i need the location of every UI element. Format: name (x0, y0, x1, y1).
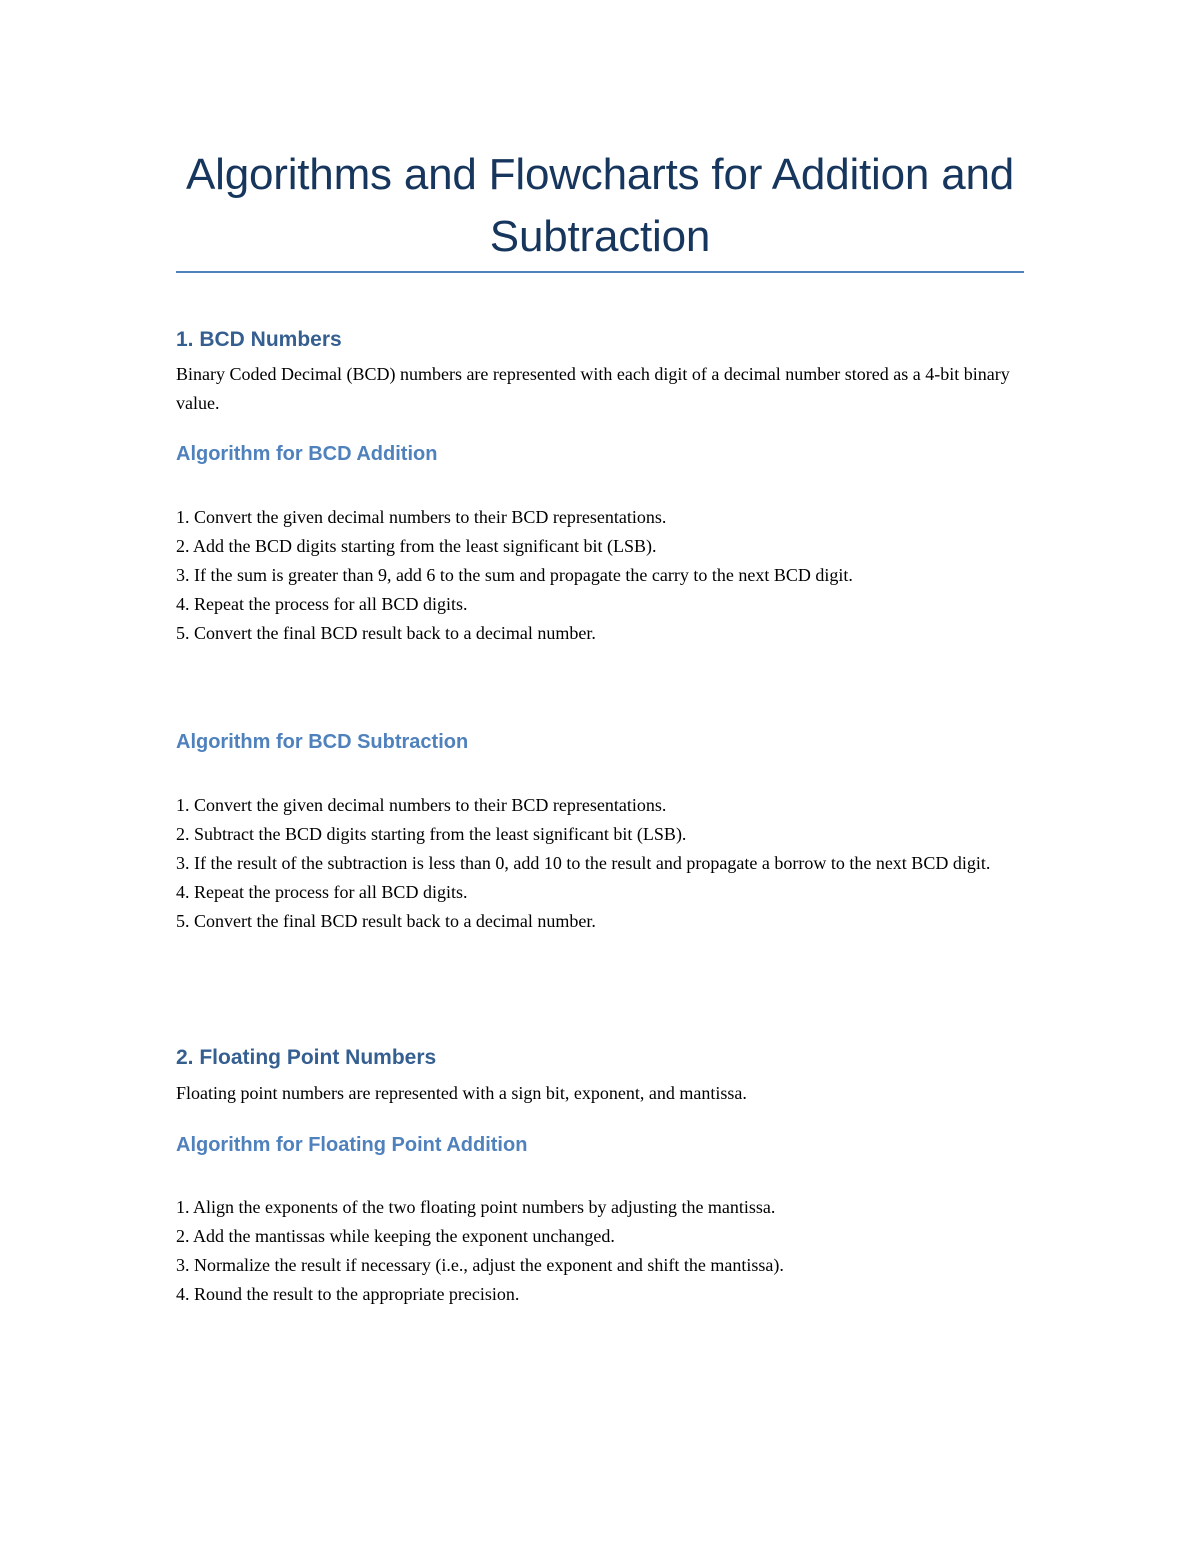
subsection-heading-floating-point-addition: Algorithm for Floating Point Addition (176, 1134, 528, 1156)
steps-list-floating-point-addition (176, 1193, 1024, 1309)
section-intro-floating-point: Floating point numbers are represented with a sign bit, exponent, and mantissa. (176, 1083, 747, 1103)
section-heading-floating-point: 2. Floating Point Numbers (176, 1046, 437, 1069)
list-item: 1. Convert the given decimal numbers to their BCD representations. (176, 795, 667, 815)
list-item: 4. Repeat the process for all BCD digits. (176, 594, 468, 614)
subsection-heading-bcd-subtraction: Algorithm for BCD Subtraction (176, 731, 469, 753)
list-item: 4. Repeat the process for all BCD digits. (176, 882, 468, 902)
steps-list-bcd-subtraction (176, 791, 1024, 936)
list-item: 5. Convert the final BCD result back to a decimal number. (176, 911, 596, 931)
list-item: 3. If the sum is greater than 9, add 6 to the sum and propagate the carry to the next BCD digit. (176, 565, 853, 585)
section-intro-bcd-numbers: Binary Coded Decimal (BCD) numbers are represented with each digit of a decimal number stored as a 4-bit binary value. (176, 364, 1010, 413)
document-title: Algorithms and Flowcharts for Addition and Subtraction (185, 150, 1015, 261)
list-item: 5. Convert the final BCD result back to a decimal number. (176, 623, 596, 643)
list-item: 1. Convert the given decimal numbers to their BCD representations. (176, 507, 667, 527)
section-heading-bcd-numbers: 1. BCD Numbers (176, 328, 342, 351)
list-item: 2. Add the BCD digits starting from the least significant bit (LSB). (176, 536, 657, 556)
list-item: 2. Subtract the BCD digits starting from the least significant bit (LSB). (176, 824, 687, 844)
list-item: 4. Round the result to the appropriate precision. (176, 1284, 520, 1304)
list-item: 2. Add the mantissas while keeping the exponent unchanged. (176, 1226, 615, 1246)
list-item: 3. If the result of the subtraction is less than 0, add 10 to the result and propagate a borrow to the next BCD digit. (176, 853, 991, 873)
list-item: 1. Align the exponents of the two floating point numbers by adjusting the mantissa. (176, 1197, 776, 1217)
list-item: 3. Normalize the result if necessary (i.e., adjust the exponent and shift the mantissa). (176, 1255, 784, 1275)
title-underline-rule (176, 271, 1024, 273)
steps-list-bcd-addition (176, 503, 1024, 648)
subsection-heading-bcd-addition: Algorithm for BCD Addition (176, 443, 438, 465)
